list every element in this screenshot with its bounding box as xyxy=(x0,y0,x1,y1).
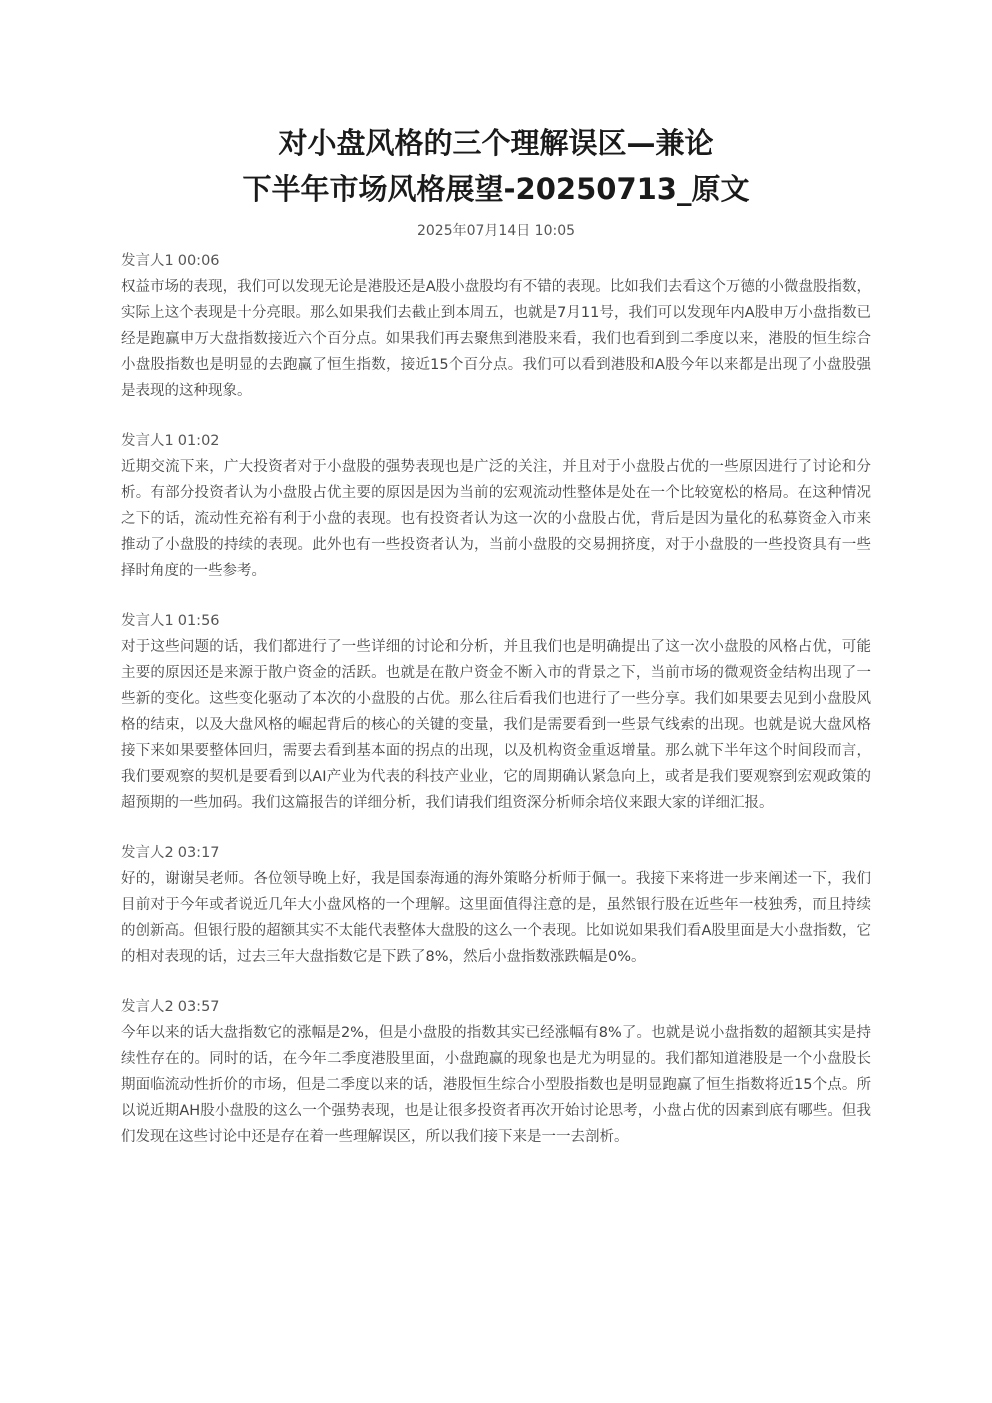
speaker-name: 发言人2 xyxy=(121,999,174,1015)
transcript xyxy=(121,248,871,1150)
speaker-header xyxy=(121,428,871,454)
transcript-segment xyxy=(121,608,871,816)
transcript-segment xyxy=(121,994,871,1150)
timestamp: 01:56 xyxy=(177,613,220,629)
segment-text: 今年以来的话大盘指数它的涨幅是2%，但是小盘股的指数其实已经涨幅有8%了。也就是说小盘指数的超额其实是持续性存在的。同时的话，在今年二季度港股里面，小盘跑赢的现象也是尤为明显的。我们都知道港股是一个小盘股长期面临流动性折价的市场，但是二季度以来的话，港股恒生综合小型股指数也是明显跑赢了恒生指数将近15个点。所以说近期AH股小盘股的这么一个强势表现，也是让很多投资者再次开始讨论思考，小盘占优的因素到底有哪些。但我们发现在这些讨论中还是存在着一些理解误区，所以我们接下来是一一去剖析。 xyxy=(121,1025,871,1145)
timestamp: 01:02 xyxy=(177,433,220,449)
speaker-name: 发言人2 xyxy=(121,845,174,861)
transcript-segment xyxy=(121,248,871,404)
speaker-name: 发言人1 xyxy=(121,613,174,629)
title-line-1: 对小盘风格的三个理解误区—兼论 xyxy=(278,126,714,160)
speaker-header xyxy=(121,840,871,866)
speaker-header xyxy=(121,248,871,274)
speaker-header xyxy=(121,994,871,1020)
transcript-segment xyxy=(121,840,871,970)
speaker-name: 发言人1 xyxy=(121,433,174,449)
timestamp: 03:17 xyxy=(177,845,220,861)
segment-text: 近期交流下来，广大投资者对于小盘股的强势表现也是广泛的关注，并且对于小盘股占优的一些原因进行了讨论和分析。有部分投资者认为小盘股占优主要的原因是因为当前的宏观流动性整体是处在一个比较宽松的格局。在这种情况之下的话，流动性充裕有利于小盘的表现。也有投资者认为这一次的小盘股占优，背后是因为量化的私募资金入市来推动了小盘股的持续的表现。此外也有一些投资者认为，当前小盘股的交易拥挤度，对于小盘股的一些投资具有一些择时角度的一些参考。 xyxy=(121,459,871,579)
title-line-2: 下半年市场风格展望-20250713_原文 xyxy=(242,172,750,206)
segment-text: 权益市场的表现，我们可以发现无论是港股还是A股小盘股均有不错的表现。比如我们去看这个万德的小微盘股指数，实际上这个表现是十分亮眼。那么如果我们去截止到本周五，也就是7月11号，我们可以发现年内A股申万小盘指数已经是跑赢申万大盘指数接近六个百分点。如果我们再去聚焦到港股来看，我们也看到到二季度以来，港股的恒生综合小盘股指数也是明显的去跑赢了恒生指数，接近15个百分点。我们可以看到港股和A股今年以来都是出现了小盘股强是表现的这种现象。 xyxy=(121,279,871,399)
transcript-segment xyxy=(121,428,871,584)
segment-text: 好的，谢谢吴老师。各位领导晚上好，我是国泰海通的海外策略分析师于佩一。我接下来将进一步来阐述一下，我们目前对于今年或者说近几年大小盘风格的一个理解。这里面值得注意的是，虽然银行股在近些年一枝独秀，而且持续的创新高。但银行股的超额其实不太能代表整体大盘股的这么一个表现。比如说如果我们看A股里面是大小盘指数，它的相对表现的话，过去三年大盘指数它是下跌了8%，然后小盘指数涨跌幅是0%。 xyxy=(121,871,871,965)
speaker-name: 发言人1 xyxy=(121,253,174,269)
speaker-header xyxy=(121,608,871,634)
timestamp: 00:06 xyxy=(177,253,220,269)
document-datetime: 2025年07月14日 10:05 xyxy=(416,223,576,239)
segment-text: 对于这些问题的话，我们都进行了一些详细的讨论和分析，并且我们也是明确提出了这一次小盘股的风格占优，可能主要的原因还是来源于散户资金的活跃。也就是在散户资金不断入市的背景之下，当前市场的微观资金结构出现了一些新的变化。这些变化驱动了本次的小盘股的占优。那么往后看我们也进行了一些分享。我们如果要去见到小盘股风格的结束，以及大盘风格的崛起背后的核心的关键的变量，我们是需要看到一些景气线索的出现。也就是说大盘风格接下来如果要整体回归，需要去看到基本面的拐点的出现，以及机构资金重返增量。那么就下半年这个时间段而言，我们要观察的契机是要看到以AI产业为代表的科技产业业，它的周期确认紧急向上，或者是我们要观察到宏观政策的超预期的一些加码。我们这篇报告的详细分析，我们请我们组资深分析师余培仪来跟大家的详细汇报。 xyxy=(121,639,871,811)
document-title xyxy=(121,120,871,212)
timestamp: 03:57 xyxy=(177,999,220,1015)
